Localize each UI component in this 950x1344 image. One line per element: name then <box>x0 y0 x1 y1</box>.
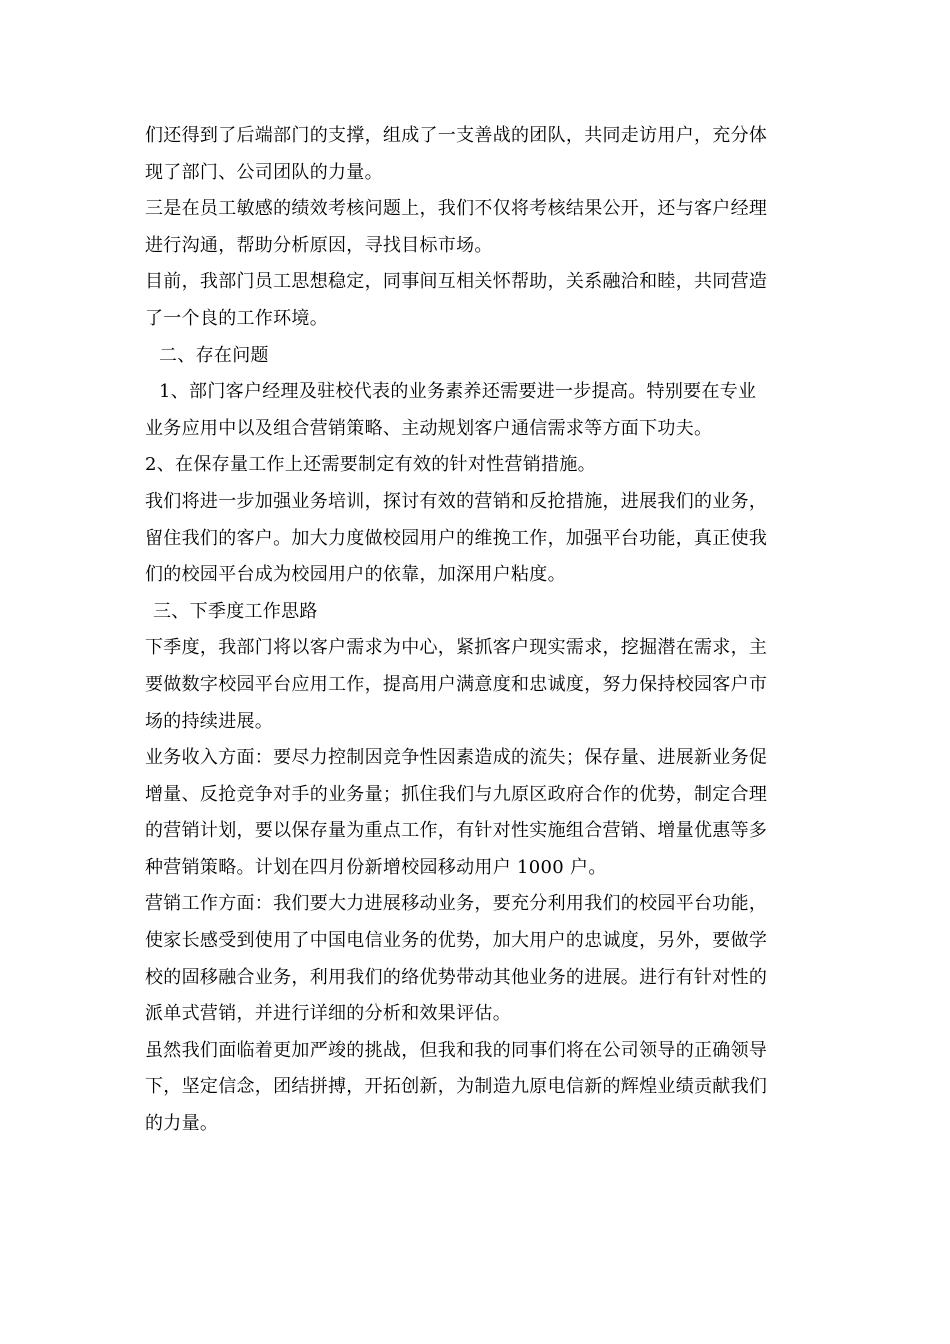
text-line: 了一个良的工作环境。 <box>145 307 328 329</box>
document-body <box>145 118 805 1143</box>
text-line: 要做数字校园平台应用工作，提高用户满意度和忠诚度，努力保持校园客户市 <box>145 673 768 695</box>
text-line: 营销工作方面：我们要大力进展移动业务，要充分利用我们的校园平台功能， <box>145 893 768 915</box>
text-line: 业务收入方面：要尽力控制因竞争性因素造成的流失；保存量、进展新业务促 <box>145 747 768 769</box>
text-line: 进行沟通，帮助分析原因，寻找目标市场。 <box>145 234 493 256</box>
text-line: 的力量。 <box>145 1113 219 1135</box>
text-line: 现了部门、公司团队的力量。 <box>145 161 383 183</box>
text-line: 业务应用中以及组合营销策略、主动规划客户通信需求等方面下功夫。 <box>145 417 713 439</box>
text-line: 下，坚定信念，团结拼搏，开拓创新，为制造九原电信新的辉煌业绩贡献我们 <box>145 1076 768 1098</box>
text-line: 的营销计划，要以保存量为重点工作，有针对性实施组合营销、增量优惠等多 <box>145 820 768 842</box>
text-line: 虽然我们面临着更加严竣的挑战，但我和我的同事们将在公司领导的正确领导 <box>145 1039 768 1061</box>
text-line: 2、在保存量工作上还需要制定有效的针对性营销措施。 <box>145 454 596 476</box>
text-line: 下季度，我部门将以客户需求为中心，紧抓客户现实需求，挖掘潜在需求，主 <box>145 637 768 659</box>
text-line: 增量、反抢竞争对手的业务量；抓住我们与九原区政府合作的优势，制定合理 <box>145 783 768 805</box>
section-heading: 二、存在问题 <box>159 344 269 366</box>
text-line: 1、部门客户经理及驻校代表的业务素养还需要进一步提高。特别要在专业 <box>159 381 757 403</box>
text-line: 使家长感受到使用了中国电信业务的优势，加大用户的忠诚度，另外，要做学 <box>145 930 768 952</box>
text-line: 校的固移融合业务，利用我们的络优势带动其他业务的进展。进行有针对性的 <box>145 966 768 988</box>
text-line: 目前，我部门员工思想稳定，同事间互相关怀帮助，关系融洽和睦，共同营造 <box>145 271 768 293</box>
text-line: 们还得到了后端部门的支撑，组成了一支善战的团队，共同走访用户，充分体 <box>145 125 768 146</box>
text-line: 三是在员工敏感的绩效考核问题上，我们不仅将考核结果公开，还与客户经理 <box>145 198 768 220</box>
text-line: 场的持续进展。 <box>145 710 274 732</box>
text-line: 派单式营销，并进行详细的分析和效果评估。 <box>145 1003 511 1025</box>
text-line: 我们将进一步加强业务培训，探讨有效的营销和反抢措施，进展我们的业务， <box>145 490 768 512</box>
text-line: 种营销策略。计划在四月份新增校园移动用户 1000 户。 <box>145 856 607 878</box>
text-line: 们的校园平台成为校园用户的依靠，加深用户粘度。 <box>145 564 566 586</box>
text-line: 留住我们的客户。加大力度做校园用户的维挽工作，加强平台功能，真正使我 <box>145 527 768 549</box>
section-heading: 三、下季度工作思路 <box>153 600 318 622</box>
